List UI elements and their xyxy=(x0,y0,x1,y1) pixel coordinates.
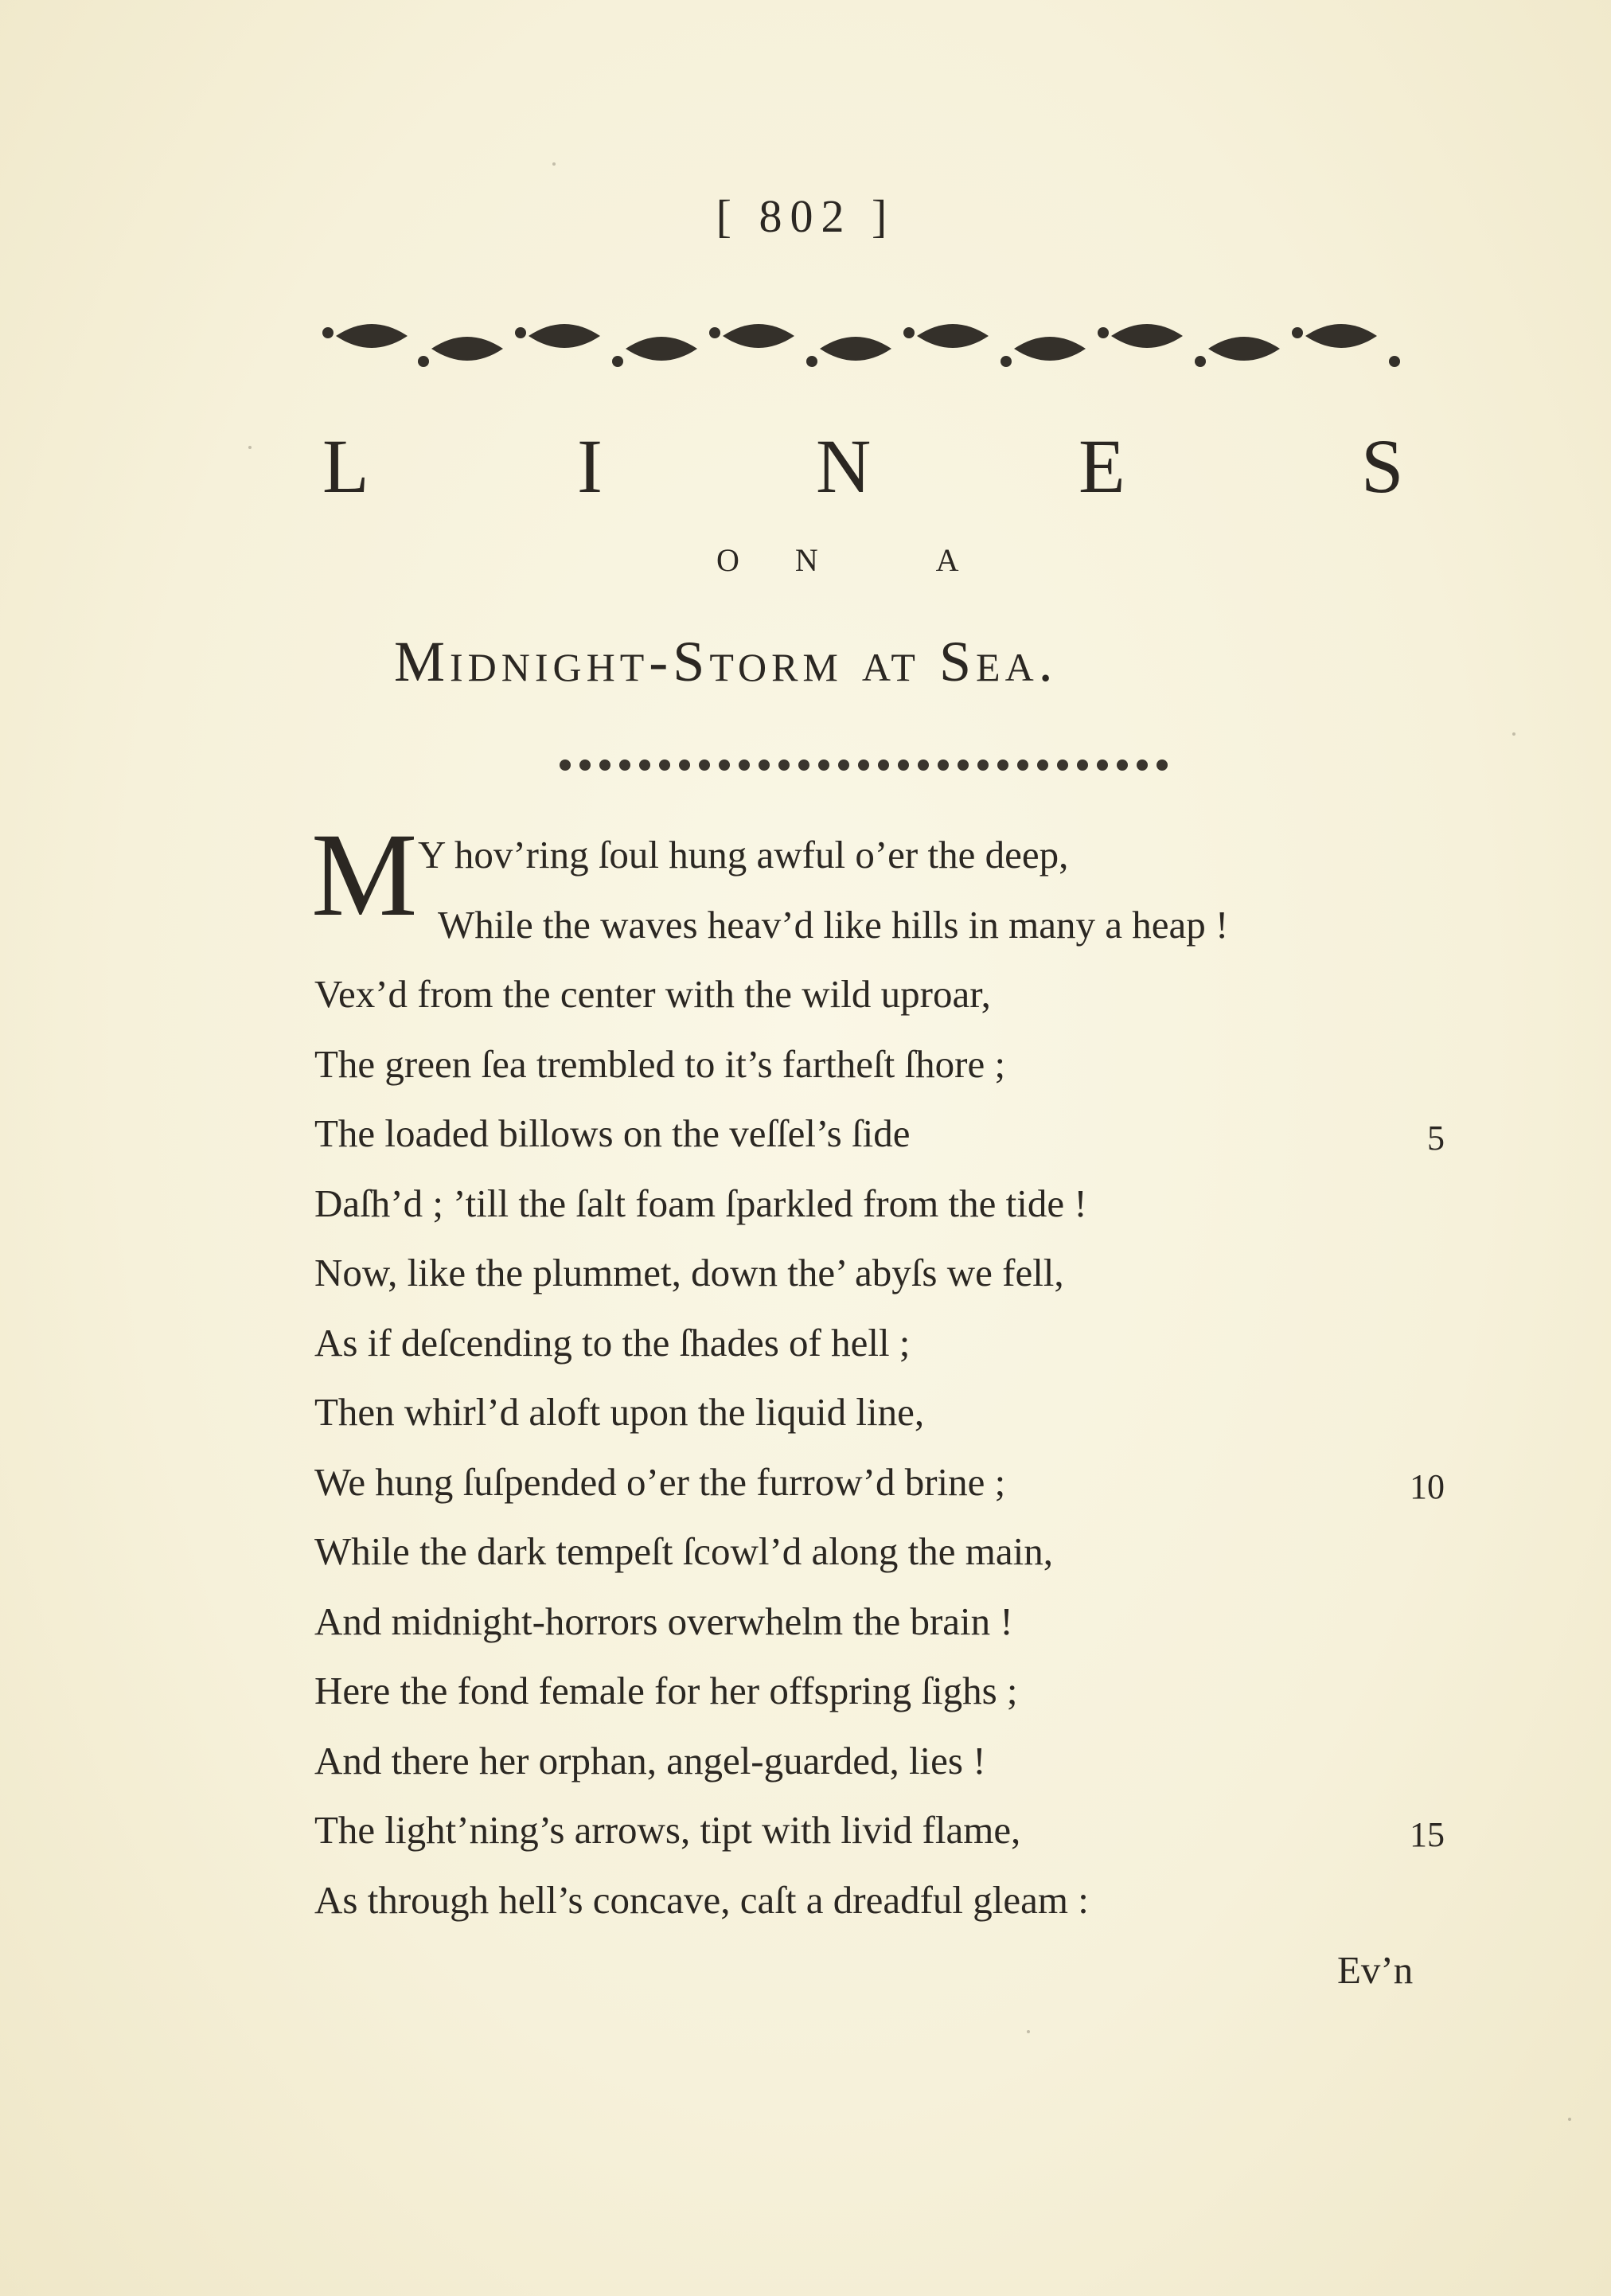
floral-ornament-band xyxy=(312,312,1420,376)
poem-line-text: As through hell’s concave, caſt a dreadful gleam : xyxy=(314,1877,1089,1922)
paper-speck xyxy=(248,446,252,449)
line-number: 15 xyxy=(1410,1815,1445,1854)
subtitle-main: Midnight-Storm at Sea. xyxy=(394,630,1058,693)
line-number: 5 xyxy=(1427,1119,1445,1158)
title-letter: E xyxy=(1079,424,1125,509)
title-letter: S xyxy=(1361,424,1404,509)
paper-speck xyxy=(552,162,556,166)
divider-ornament xyxy=(557,752,1170,779)
poem-line-text: Y hov’ring ſoul hung awful o’er the deep, xyxy=(418,833,1069,877)
subtitle-on-a: ON A xyxy=(716,542,1015,578)
poem-line xyxy=(314,1726,1445,1796)
paper-speck xyxy=(1027,2030,1030,2033)
poem-line-text: And there her orphan, angel-guarded, lies ! xyxy=(314,1738,986,1783)
title-lines xyxy=(322,422,1421,510)
title-letter: N xyxy=(816,424,872,509)
poem-line-text: Vex’d from the center with the wild uproar, xyxy=(314,972,991,1016)
poem-line xyxy=(314,959,1445,1029)
poem-line-text: As if deſcending to the ſhades of hell ; xyxy=(314,1320,911,1365)
line-number: 10 xyxy=(1410,1466,1445,1506)
poem-line xyxy=(314,1099,1445,1169)
poem-line xyxy=(314,1029,1445,1099)
catchword: Ev’n xyxy=(1337,1948,1414,1992)
poem-line-text: We hung ſuſpended o’er the furrow’d brine ; xyxy=(314,1459,1006,1504)
poem-line-text: And midnight-horrors overwhelm the brain ! xyxy=(314,1599,1013,1643)
title-letter: L xyxy=(322,424,369,509)
title-letter: I xyxy=(577,424,603,509)
poem-line xyxy=(314,1308,1445,1378)
poem-line xyxy=(314,1865,1445,1935)
poem-line xyxy=(314,1377,1445,1447)
poem-line xyxy=(314,1238,1445,1308)
poem-line-text: Here the fond female for her offspring ſighs ; xyxy=(314,1669,1018,1712)
poem-line-text: Now, like the plummet, down the’ abyſs we fell, xyxy=(314,1251,1064,1294)
poem-line xyxy=(314,1169,1445,1239)
poem-line-text: The loaded billows on the veſſel’s ſide xyxy=(314,1111,911,1155)
drop-cap: M xyxy=(311,809,418,941)
poem-line xyxy=(314,1447,1445,1517)
poem-line-text: Then whirl’d aloft upon the liquid line, xyxy=(314,1390,925,1434)
poem-line xyxy=(314,1587,1445,1657)
poem-line-text: While the dark tempeſt ſcowl’d along the main, xyxy=(314,1529,1053,1573)
poem-line xyxy=(314,1656,1445,1726)
poem-line xyxy=(314,1795,1445,1865)
poem-line-text: The light’ning’s arrows, tipt with livid flame, xyxy=(314,1808,1021,1852)
poem xyxy=(311,809,1445,1935)
poem-line-text: While the waves heav’d like hills in many a heap ! xyxy=(438,902,1229,947)
poem-line-text: Daſh’d ; ’till the ſalt foam ſparkled from the tide ! xyxy=(314,1181,1087,1225)
poem-line-text: The green ſea trembled to it’s fartheſt ſhore ; xyxy=(314,1041,1006,1086)
poem-line xyxy=(314,890,1445,960)
paper-speck xyxy=(1512,732,1515,736)
page-number: [ 802 ] xyxy=(716,190,895,242)
poem-line xyxy=(314,1517,1445,1587)
paper-speck xyxy=(1568,2118,1571,2121)
